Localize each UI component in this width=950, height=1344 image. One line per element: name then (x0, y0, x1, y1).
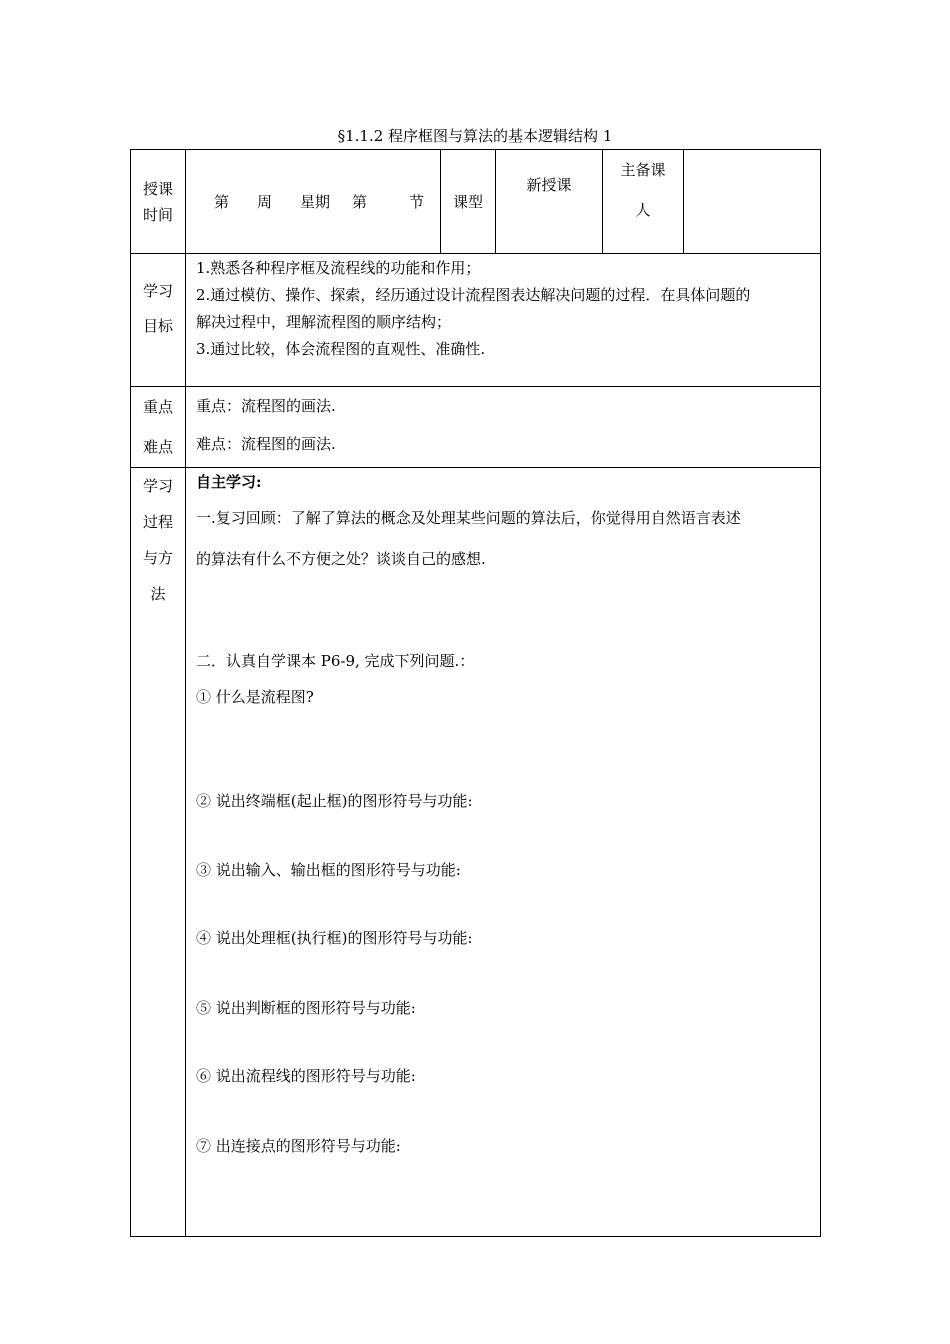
preparer-label-line-1: 主备课 (620, 161, 666, 179)
process-label-line-3: 与方 (142, 549, 173, 567)
lesson-plan-table (130, 149, 821, 1237)
process-label-line-2: 过程 (142, 513, 173, 531)
header-row (131, 150, 821, 254)
type-label-cell: 课型 (441, 150, 496, 254)
review-line-2: 的算法有什么不方便之处？谈谈自己的感想. (196, 550, 486, 568)
week-zhou: 周 (257, 193, 273, 211)
key-points-row (131, 387, 821, 468)
process-row (131, 468, 821, 1237)
objectives-content (186, 254, 821, 387)
process-label-line-1: 学习 (142, 477, 173, 495)
objectives-label-line-2: 目标 (142, 317, 173, 335)
question-item: ③ 说出输入、输出框的图形符号与功能: (196, 861, 461, 879)
section-jie: 节 (409, 193, 425, 211)
process-label-line-4: 法 (150, 585, 166, 603)
question-item: ② 说出终端框(起止框)的图形符号与功能: (196, 792, 473, 810)
weekday-label: 星期 (300, 193, 331, 211)
process-label-cell (131, 468, 186, 1237)
question-item: ⑦ 出连接点的图形符号与功能: (196, 1137, 401, 1155)
objective-item: 1.熟悉各种程序框及流程线的功能和作用； (196, 259, 481, 277)
self-study-heading: 自主学习: (196, 473, 262, 491)
self-study-instruction: 二．认真自学课本 P6-9, 完成下列问题.： (196, 652, 475, 670)
objectives-label-cell (131, 254, 186, 387)
review-line-1: 一.复习回顾：了解了算法的概念及处理某些问题的算法后，你觉得用自然语言表述 (196, 509, 741, 527)
week-di: 第 (214, 193, 230, 211)
objective-item: 解决过程中，理解流程图的顺序结构； (196, 313, 452, 331)
question-item: ⑤ 说出判断框的图形符号与功能: (196, 999, 416, 1017)
key-points-label-cell (131, 387, 186, 468)
key-points-content (186, 387, 821, 468)
process-content (186, 468, 821, 1237)
objective-item: 3.通过比较，体会流程图的直观性、准确性. (196, 340, 486, 358)
preparer-label-cell (603, 150, 684, 254)
preparer-label-line-2: 人 (635, 201, 651, 219)
page-title: §1.1.2 程序框图与算法的基本逻辑结构 1 (337, 127, 613, 145)
key-points-label-line-1: 重点 (142, 398, 173, 416)
objectives-label-line-1: 学习 (142, 282, 173, 300)
question-item: ① 什么是流程图? (196, 688, 314, 706)
preparer-value-cell (684, 150, 821, 254)
difficulty-text: 难点：流程图的画法. (196, 435, 336, 453)
objectives-row (131, 254, 821, 387)
time-label-cell (131, 150, 186, 254)
type-value-cell: 新授课 (496, 150, 603, 254)
section-di: 第 (352, 193, 368, 211)
question-item: ⑥ 说出流程线的图形符号与功能: (196, 1067, 416, 1085)
time-label-line-2: 时间 (142, 205, 173, 224)
time-label-line-1: 授课 (142, 179, 173, 198)
key-point-text: 重点：流程图的画法. (196, 397, 336, 415)
key-points-label-line-2: 难点 (142, 438, 173, 456)
objective-item: 2.通过模仿、操作、探索，经历通过设计流程图表达解决问题的过程．在具体问题的 (196, 286, 751, 304)
week-cell (186, 150, 441, 254)
question-item: ④ 说出处理框(执行框)的图形符号与功能: (196, 929, 473, 947)
